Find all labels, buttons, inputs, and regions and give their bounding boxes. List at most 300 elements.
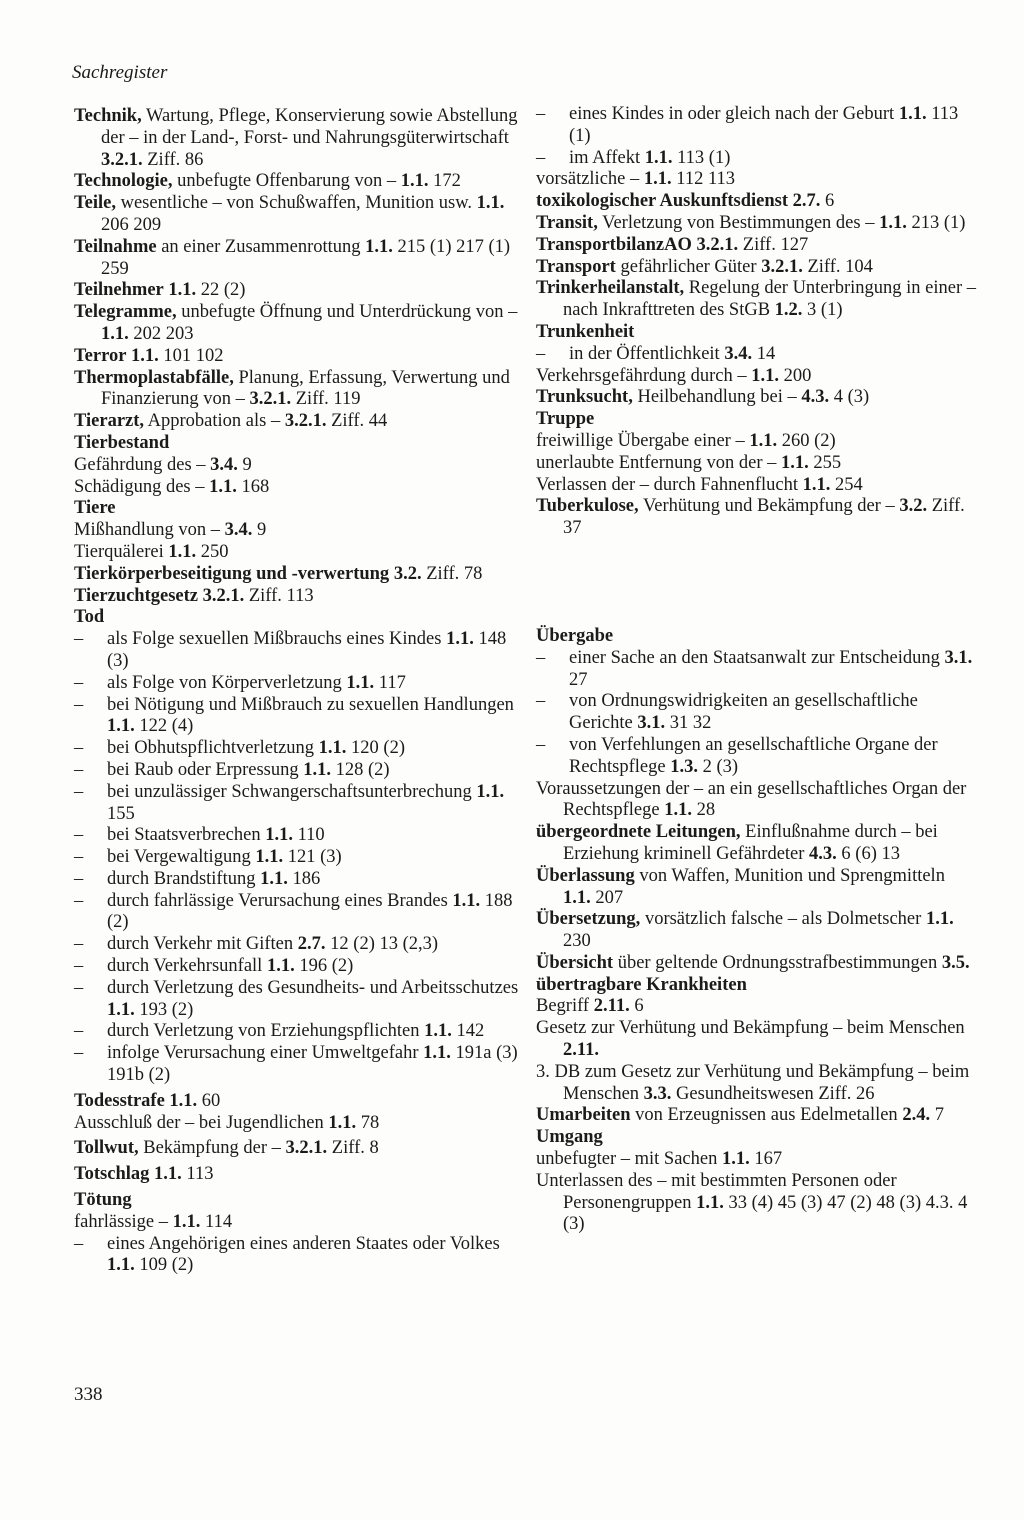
entry-reference: 1.1.	[318, 738, 347, 759]
index-entry	[536, 257, 976, 279]
entry-reference: 4.3.	[801, 387, 830, 408]
entry-reference: 1.1.	[802, 474, 831, 495]
entry-reference: 1.1.	[400, 171, 429, 192]
entry-reference: 2.4.	[902, 1105, 931, 1126]
entry-reference: 3.2.	[899, 496, 928, 517]
entry-keyword: Tierbestand	[74, 432, 170, 453]
entry-keyword: Tierkörperbeseitigung und -verwertung	[74, 563, 390, 584]
entry-reference: 2.7.	[792, 191, 821, 212]
index-entry	[74, 1021, 522, 1043]
entry-text: Gesetz zur Verhütung und Bekämpfung – beim Menschen	[536, 1018, 965, 1039]
entry-locator: Ziff. 44	[326, 411, 388, 432]
entry-locator: Ziff. 86	[142, 149, 204, 170]
entry-locator: 4 (3)	[829, 387, 870, 408]
entry-reference: 1.1.	[260, 868, 288, 889]
index-entry	[536, 1062, 976, 1106]
entry-text: als Folge sexuellen Mißbrauchs eines Kindes	[107, 629, 447, 650]
index-entry	[74, 607, 522, 629]
entry-text: durch Verletzung von Erziehungspflichten	[107, 1021, 425, 1042]
index-column-left	[74, 106, 522, 1277]
entry-text: bei Raub oder Erpressung	[107, 759, 304, 780]
entry-reference: 1.1.	[452, 890, 481, 911]
dash-marker: –	[536, 343, 546, 364]
entry-locator: 196 (2)	[294, 956, 354, 977]
entry-keyword: Tuberkulose,	[536, 496, 639, 517]
entry-locator: 255	[808, 452, 842, 473]
entry-locator: 113 (1)	[672, 147, 731, 168]
index-entry	[74, 825, 522, 847]
index-entry	[536, 169, 976, 191]
entry-keyword: Übersetzung,	[536, 909, 641, 930]
entry-locator: Ziff. 127	[738, 234, 809, 255]
index-entry	[536, 975, 976, 997]
entry-reference: 1.1.	[476, 781, 505, 802]
index-entry	[536, 104, 976, 148]
entry-locator: 2 (3)	[697, 756, 739, 777]
entry-reference: 1.1.	[424, 1021, 452, 1042]
index-entry	[536, 387, 976, 409]
entry-keyword: Teilnahme	[74, 236, 157, 257]
entry-reference: 1.3.	[670, 756, 698, 777]
entry-text: eines Kindes in oder gleich nach der Geburt	[569, 104, 899, 124]
entry-reference: 1.1.	[879, 212, 907, 233]
index-entry	[74, 1138, 522, 1160]
entry-reference: 1.1.	[154, 1164, 182, 1185]
entry-text: unerlaubte Entfernung von der –	[536, 452, 782, 473]
entry-text: Bekämpfung der –	[138, 1138, 286, 1159]
index-entry	[74, 760, 522, 782]
entry-reference: 1.1.	[751, 365, 779, 386]
dash-marker: –	[74, 847, 84, 868]
entry-keyword: Transit,	[536, 212, 598, 233]
index-entry	[74, 542, 522, 564]
dash-marker: –	[74, 1233, 84, 1254]
entry-reference: 1.1.	[107, 999, 135, 1020]
index-entry	[74, 1091, 522, 1113]
entry-reference: 1.1.	[781, 452, 809, 473]
entry-locator: 120 (2)	[346, 738, 405, 759]
entry-keyword: toxikologischer Auskunftsdienst	[536, 191, 789, 212]
entry-reference: 1.1.	[664, 800, 692, 821]
index-entry	[536, 278, 976, 322]
entry-text: Tierquälerei	[74, 541, 169, 562]
index-entry	[74, 956, 522, 978]
entry-text: bei Staatsverbrechen	[107, 825, 266, 846]
entry-reference: 1.1.	[172, 1211, 201, 1232]
index-entry	[536, 1105, 976, 1127]
entry-locator: 6	[629, 996, 644, 1017]
entry-reference: 3.2.1.	[285, 1138, 328, 1159]
dash-marker: –	[74, 977, 84, 998]
entry-text: Verhütung und Bekämpfung der –	[638, 496, 900, 517]
entry-reference: 1.1.	[131, 345, 159, 366]
entry-reference: 3.4.	[224, 520, 253, 541]
entry-reference: 3.4.	[210, 454, 238, 475]
entry-keyword: Teilnehmer	[74, 280, 164, 301]
page-header: Sachregister	[72, 62, 168, 83]
entry-keyword: Trunkenheit	[536, 321, 635, 342]
index-entry	[74, 1113, 522, 1135]
entry-reference: 3.5.	[941, 952, 970, 973]
entry-locator: Ziff. 104	[802, 256, 873, 277]
entry-keyword: Umarbeiten	[536, 1105, 631, 1126]
entry-reference: 1.1.	[101, 323, 129, 344]
dash-marker: –	[74, 934, 84, 955]
dash-marker: –	[74, 672, 84, 693]
entry-keyword: Todesstrafe	[74, 1090, 165, 1111]
dash-marker: –	[536, 691, 546, 712]
entry-locator: 6 (6) 13	[836, 843, 900, 864]
entry-locator: 9	[252, 520, 267, 541]
entry-reference: 1.1.	[643, 169, 672, 190]
entry-text: über geltende Ordnungsstrafbestimmungen	[613, 952, 942, 973]
entry-text: Wartung, Pflege, Konservierung sowie Abstellung der – in der Land-, Forst- und Nahrungsgüterwirtschaft	[101, 106, 518, 148]
entry-locator: Ziff. 119	[291, 389, 361, 410]
entry-locator: 112 113	[671, 169, 736, 190]
entry-keyword: Tötung	[74, 1190, 132, 1211]
entry-keyword: Tierzuchtgesetz	[74, 585, 198, 606]
entry-locator: 213 (1)	[906, 212, 966, 233]
dash-marker: –	[74, 781, 84, 802]
entry-keyword: Telegramme,	[74, 302, 177, 323]
index-entry	[536, 344, 976, 366]
index-entry	[74, 738, 522, 760]
entry-text: vorsätzliche –	[536, 169, 644, 190]
entry-locator: 121 (3)	[283, 847, 342, 868]
entry-keyword: Transport	[536, 256, 616, 277]
index-entry	[74, 106, 522, 171]
index-entry	[74, 673, 522, 695]
entry-reference: 1.1.	[696, 1192, 724, 1213]
index-entry	[536, 866, 976, 910]
entry-text: als Folge von Körperverletzung	[107, 672, 347, 693]
entry-text: 3. DB zum Gesetz zur Verhütung und Bekämpfung – beim Menschen	[536, 1061, 970, 1104]
entry-reference: 1.1.	[255, 847, 284, 868]
entry-locator: 60	[197, 1090, 221, 1111]
entry-keyword: Terror	[74, 345, 127, 366]
entry-text: Planung, Erfassung, Verwertung und Finanzierung von –	[101, 367, 510, 410]
index-entry	[536, 235, 976, 257]
index-entry	[74, 564, 522, 586]
entry-locator: 200	[779, 365, 812, 386]
index-entry	[74, 368, 522, 412]
entry-keyword: Tollwut,	[74, 1138, 139, 1159]
entry-text: gefährlicher Güter	[615, 256, 762, 277]
entry-text: Regelung der Unterbringung in einer – nach Inkrafttreten des StGB	[563, 278, 976, 321]
index-entry	[536, 779, 976, 823]
entry-keyword: TransportbilanzAO	[536, 234, 692, 255]
dash-marker: –	[536, 147, 546, 168]
entry-reference: 1.1.	[644, 147, 673, 168]
entry-reference: 1.1.	[721, 1149, 750, 1170]
entry-locator: 188 (2)	[107, 890, 513, 933]
entry-locator: 31 32	[665, 713, 712, 734]
index-entry	[74, 1190, 522, 1212]
entry-locator: Ziff. 78	[421, 563, 483, 584]
dash-marker: –	[74, 738, 84, 759]
entry-reference: 3.1.	[944, 647, 973, 668]
entry-keyword: Technologie,	[74, 171, 173, 192]
entry-text: von Erzeugnissen aus Edelmetallen	[630, 1105, 903, 1126]
index-entry	[74, 520, 522, 542]
entry-locator: 202 203	[128, 323, 194, 344]
entry-reference: 1.1.	[925, 909, 954, 930]
entry-locator: 117	[374, 672, 406, 693]
entry-locator: 12 (2) 13 (2,3)	[325, 934, 439, 955]
entry-locator: 206 209	[101, 214, 162, 235]
index-entry	[536, 366, 976, 388]
index-entry	[536, 996, 976, 1018]
entry-locator: 6	[820, 191, 835, 212]
entry-reference: 3.2.1.	[284, 411, 327, 432]
entry-locator: 191a (3) 191b (2)	[107, 1043, 518, 1086]
dash-marker: –	[74, 890, 84, 911]
index-entry	[536, 213, 976, 235]
entry-keyword: Teile,	[74, 193, 116, 214]
entry-locator: 230	[563, 931, 591, 952]
dash-marker: –	[74, 825, 84, 846]
entry-locator: 148 (3)	[107, 629, 507, 671]
entry-locator: 142	[451, 1021, 485, 1042]
entry-locator: 78	[356, 1112, 380, 1133]
index-entry	[74, 1234, 522, 1278]
index-entry	[536, 1018, 976, 1062]
entry-keyword: Trinkerheilanstalt,	[536, 278, 685, 299]
entry-text: wesentliche – von Schußwaffen, Munition usw.	[115, 193, 477, 214]
entry-locator: 109 (2)	[134, 1255, 194, 1276]
index-entry	[74, 411, 522, 433]
entry-reference: 3.4.	[724, 343, 753, 364]
entry-keyword: Überlassung	[536, 865, 635, 886]
entry-text: Begriff	[536, 996, 594, 1017]
entry-text: Gefährdung des –	[74, 454, 211, 475]
entry-locator: 110	[292, 825, 325, 846]
entry-keyword: Tierarzt,	[74, 411, 145, 432]
entry-reference: 1.1.	[209, 476, 237, 497]
entry-keyword: Umgang	[536, 1127, 603, 1148]
entry-text: von Verfehlungen an gesellschaftliche Organe der Rechtspflege	[569, 734, 938, 777]
entry-reference: 1.1.	[266, 956, 295, 977]
entry-keyword: Trunksucht,	[536, 387, 633, 408]
index-entry	[74, 477, 522, 499]
index-entry	[536, 735, 976, 779]
entry-text: durch fahrlässige Verursachung eines Brandes	[107, 890, 453, 911]
entry-reference: 1.1.	[346, 672, 375, 693]
entry-text: durch Verkehrsunfall	[107, 956, 267, 977]
entry-text: unbefugte Öffnung und Unterdrückung von –	[176, 302, 518, 323]
entry-keyword: Totschlag	[74, 1164, 150, 1185]
entry-text: einer Sache an den Staatsanwalt zur Entscheidung	[569, 647, 945, 668]
entry-locator: 254	[830, 474, 863, 495]
entry-locator: Ziff. 113	[244, 585, 314, 606]
entry-reference: 1.1.	[107, 1255, 135, 1276]
index-entry	[74, 498, 522, 520]
entry-text: Schädigung des –	[74, 476, 210, 497]
entry-locator: 155	[107, 803, 135, 824]
entry-locator: 113	[181, 1164, 214, 1185]
index-entry	[536, 322, 976, 344]
entry-reference: 1.1.	[169, 1090, 198, 1111]
entry-text: Voraussetzungen der – an ein gesellschaftliches Organ der Rechtspflege	[536, 778, 967, 821]
entry-reference: 1.1.	[168, 280, 197, 301]
entry-reference: 3.2.1.	[249, 389, 292, 410]
dash-marker: –	[74, 1021, 84, 1042]
entry-locator: 9	[237, 454, 252, 475]
entry-text: Unterlassen des – mit bestimmten Personen oder Personengruppen	[536, 1170, 897, 1213]
index-entry	[74, 847, 522, 869]
entry-locator: 113 (1)	[569, 104, 959, 146]
entry-reference: 3.2.	[393, 563, 422, 584]
index-entry	[74, 869, 522, 891]
entry-reference: 3.2.1.	[101, 149, 143, 170]
index-entry	[536, 909, 976, 953]
index-entry	[74, 629, 522, 673]
entry-text: Verkehrsgefährdung durch –	[536, 365, 752, 386]
entry-locator: 122 (4)	[134, 716, 194, 737]
index-entry	[536, 431, 976, 453]
entry-text: Ausschluß der – bei Jugendlichen	[74, 1112, 329, 1133]
entry-reference: 1.1.	[328, 1112, 357, 1133]
index-entry	[74, 455, 522, 477]
entry-keyword: Übergabe	[536, 625, 614, 646]
entry-reference: 2.11.	[593, 996, 630, 1017]
entry-reference: 3.3.	[643, 1083, 672, 1104]
entry-text: bei unzulässiger Schwangerschaftsunterbrechung	[107, 781, 477, 802]
entry-text: eines Angehörigen eines anderen Staates oder Volkes	[107, 1233, 500, 1254]
index-entry	[74, 586, 522, 608]
index-entry	[74, 695, 522, 739]
index-entry	[74, 1043, 522, 1087]
entry-locator: 114	[200, 1211, 233, 1232]
entry-keyword: Übersicht	[536, 952, 614, 973]
entry-locator: 7	[930, 1105, 944, 1126]
dash-marker: –	[74, 1043, 84, 1064]
entry-text: vorsätzlich falsche – als Dolmetscher	[640, 909, 926, 930]
entry-locator: 168	[236, 476, 270, 497]
entry-reference: 1.1.	[446, 629, 474, 650]
index-entry	[536, 1149, 976, 1171]
entry-reference: 1.1.	[168, 541, 197, 562]
entry-reference: 1.1.	[365, 236, 393, 257]
dash-marker: –	[536, 647, 546, 668]
entry-locator: 193 (2)	[134, 999, 194, 1020]
entry-text: bei Nötigung und Mißbrauch zu sexuellen Handlungen	[107, 694, 514, 715]
entry-text: Heilbehandlung bei –	[632, 387, 802, 408]
entry-reference: 1.1.	[476, 193, 505, 214]
index-entry	[74, 302, 522, 346]
entry-text: infolge Verursachung einer Umweltgefahr	[107, 1043, 424, 1064]
entry-locator: 167	[749, 1149, 783, 1170]
entry-keyword: Truppe	[536, 409, 595, 430]
index-entry	[74, 934, 522, 956]
index-entry	[536, 626, 976, 648]
entry-locator: 207	[590, 887, 624, 908]
index-entry	[74, 433, 522, 455]
index-entry	[536, 496, 976, 540]
entry-keyword: Tiere	[74, 498, 116, 519]
entry-text: durch Verletzung des Gesundheits- und Arbeitsschutzes	[107, 977, 519, 998]
entry-reference: 1.2.	[774, 300, 803, 321]
index-entry	[536, 691, 976, 735]
entry-keyword: übergeordnete Leitungen,	[536, 822, 741, 843]
entry-reference: 1.1.	[749, 430, 778, 451]
index-entry	[74, 237, 522, 281]
entry-text: durch Brandstiftung	[107, 868, 261, 889]
index-column-right	[536, 104, 976, 1236]
index-entry	[74, 1212, 522, 1234]
entry-locator: 14	[752, 343, 776, 364]
entry-reference: 1.1.	[303, 759, 332, 780]
entry-reference: 3.2.1.	[202, 585, 245, 606]
index-entry	[536, 1171, 976, 1236]
index-entry	[536, 1127, 976, 1149]
index-entry	[536, 409, 976, 431]
entry-reference: 1.1.	[563, 887, 591, 908]
index-entry	[74, 1164, 522, 1186]
entry-reference: 3.1.	[637, 713, 666, 734]
dash-marker: –	[536, 104, 546, 124]
dash-marker: –	[74, 629, 84, 650]
entry-keyword: Tod	[74, 607, 105, 628]
entry-locator: 3 (1)	[802, 300, 843, 321]
entry-locator: 260 (2)	[777, 430, 836, 451]
entry-locator: 250	[196, 541, 229, 562]
entry-reference: 1.1.	[898, 104, 927, 124]
entry-reference: 4.3.	[809, 843, 837, 864]
entry-text: fahrlässige –	[74, 1211, 173, 1232]
index-entry	[74, 193, 522, 237]
entry-reference: 1.1.	[265, 825, 293, 846]
entry-keyword: Thermoplastabfälle,	[74, 367, 234, 388]
entry-reference: 3.2.1.	[696, 234, 739, 255]
entry-text: an einer Zusammenrottung	[156, 236, 366, 257]
index-entry	[536, 191, 976, 213]
dash-marker: –	[74, 868, 84, 889]
entry-locator: 28	[691, 800, 716, 821]
entry-text: Verletzung von Bestimmungen des –	[597, 212, 880, 233]
entry-text: Approbation als –	[144, 411, 285, 432]
entry-locator: Gesundheitswesen Ziff. 26	[671, 1083, 875, 1104]
index-entry	[536, 953, 976, 975]
index-entry	[74, 346, 522, 368]
entry-locator: Ziff. 37	[563, 496, 965, 539]
entry-locator: 186	[287, 868, 321, 889]
index-entry	[74, 782, 522, 826]
entry-text: Verlassen der – durch Fahnenflucht	[536, 474, 803, 495]
entry-text: bei Vergewaltigung	[107, 847, 256, 868]
dash-marker: –	[74, 759, 84, 780]
dash-marker: –	[74, 694, 84, 715]
index-entry	[536, 475, 976, 497]
entry-keyword: übertragbare Krankheiten	[536, 974, 747, 995]
entry-text: unbefugter – mit Sachen	[536, 1149, 722, 1170]
entry-reference: 1.1.	[423, 1043, 451, 1064]
entry-text: Mißhandlung von –	[74, 520, 225, 541]
entry-text: durch Verkehr mit Giften	[107, 934, 298, 955]
page-number: 338	[74, 1384, 103, 1405]
entry-text: im Affekt	[569, 147, 645, 168]
entry-keyword: Technik,	[74, 106, 142, 126]
entry-locator: 172	[428, 171, 461, 192]
entry-text: bei Obhutspflichtverletzung	[107, 738, 319, 759]
dash-marker: –	[74, 956, 84, 977]
entry-text: unbefugte Offenbarung von –	[172, 171, 401, 192]
entry-reference: 2.7.	[297, 934, 326, 955]
entry-reference: 1.1.	[107, 716, 135, 737]
index-entry	[74, 280, 522, 302]
index-entry	[536, 648, 976, 692]
index-entry	[74, 171, 522, 193]
